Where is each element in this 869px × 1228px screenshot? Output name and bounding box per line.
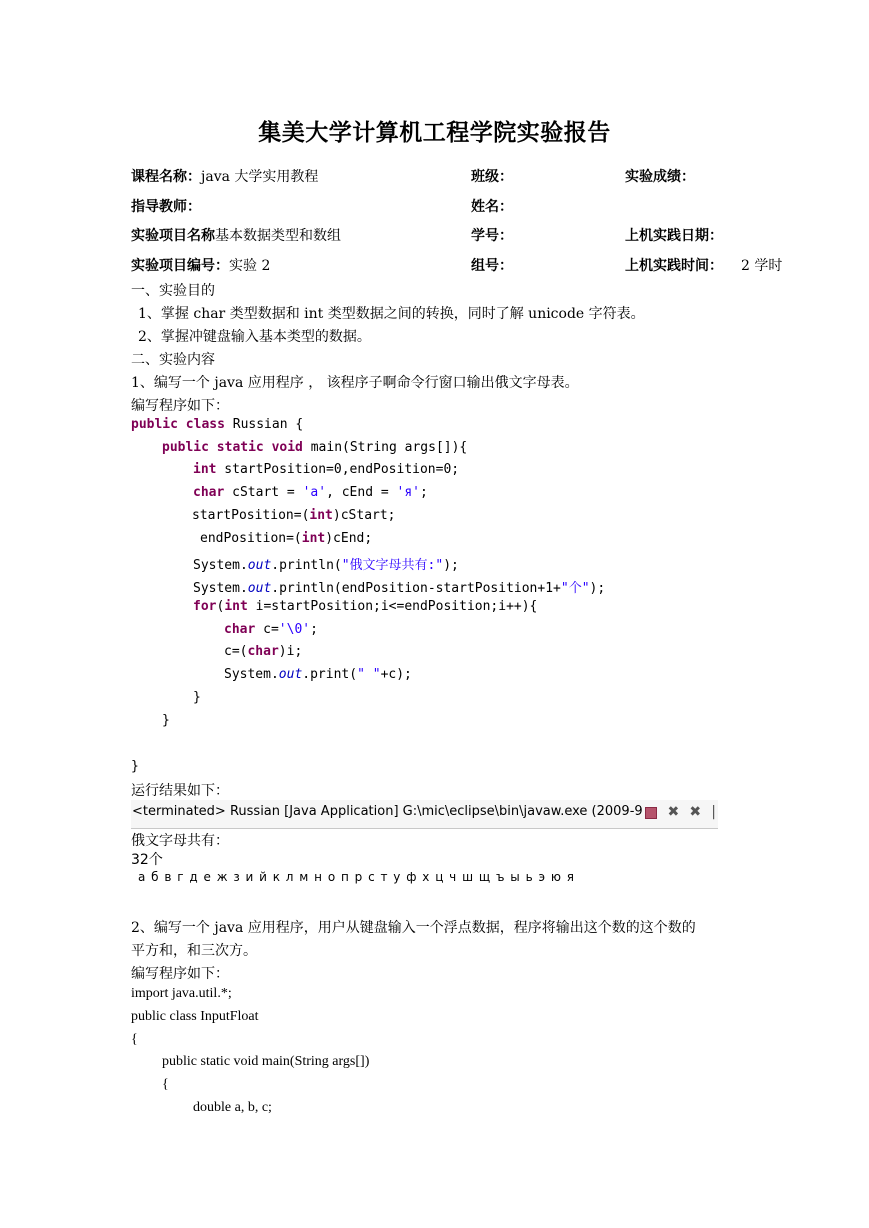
code-line-15: } — [131, 759, 139, 774]
code-text: Russian { — [224, 417, 304, 432]
time-field — [625, 255, 782, 275]
code-string: 'a' — [302, 485, 327, 500]
remove-all-icon[interactable]: ✖ — [689, 804, 702, 820]
code-line-12 — [224, 667, 412, 682]
task-2-description-2: 平方和，和三次方。 — [131, 943, 257, 959]
time-value: 2 学时 — [741, 258, 783, 274]
code2-line-6: double a, b, c; — [193, 1100, 272, 1115]
code-line-8 — [193, 577, 605, 596]
purpose-item-1: 1、掌握 char 类型数据和 int 类型数据之间的转换，同时了解 unicode 字符表。 — [138, 306, 645, 322]
code-text: c= — [255, 622, 279, 637]
course-label: 课程名称： — [131, 169, 201, 185]
code-line-5 — [192, 508, 396, 523]
project-no-field — [131, 255, 270, 275]
code-text: .print( — [302, 667, 358, 682]
grade-label: 实验成绩： — [625, 169, 695, 185]
code-keyword: int — [309, 508, 333, 523]
section-content-heading: 二、实验内容 — [131, 352, 215, 368]
code-string: 'я' — [396, 485, 421, 500]
name-label: 姓名： — [471, 199, 513, 215]
task-2-program-label: 编写程序如下： — [131, 966, 229, 982]
info-row-project — [131, 225, 811, 249]
code2-line-5: { — [162, 1077, 169, 1092]
code-text: ); — [443, 558, 459, 573]
course-value: java 大学实用教程 — [201, 169, 319, 185]
project-no-value: 实验 2 — [229, 258, 271, 274]
code-string: " " — [357, 667, 381, 682]
stop-icon[interactable] — [645, 807, 657, 819]
time-label: 上机实践时间： — [625, 258, 723, 274]
code-field: out — [247, 581, 272, 596]
code-text: )cStart; — [332, 508, 396, 523]
code-line-2 — [162, 440, 467, 455]
code-text: cStart = — [224, 485, 303, 500]
report-title: 集美大学计算机工程学院实验报告 — [258, 119, 611, 146]
course-field — [131, 166, 318, 186]
code-text: ; — [420, 485, 428, 500]
info-row-project-no — [131, 255, 811, 279]
date-label: 上机实践日期： — [625, 228, 723, 244]
console-output-alphabet: а б в г д е ж з и й к л м н о п р с т у ф х ц ч ш щ ъ ы ь э ю я — [138, 870, 575, 884]
separator-icon: | — [711, 804, 716, 820]
task-1-description: 1、编写一个 java 应用程序 ， 该程序子啊命令行窗口输出俄文字母表。 — [131, 375, 579, 391]
code-string: '\0' — [278, 622, 311, 637]
code2-line-3: { — [131, 1032, 138, 1047]
code-text: )cEnd; — [325, 531, 373, 546]
section-purpose-heading: 一、实验目的 — [131, 283, 215, 299]
code-text: )i; — [278, 644, 303, 659]
code-string: "个" — [560, 581, 590, 596]
code-line-10 — [224, 622, 318, 637]
code2-line-1: import java.util.*; — [131, 986, 232, 1001]
info-row-teacher — [131, 196, 811, 220]
task-2-description-1: 2、编写一个 java 应用程序，用户从键盘输入一个浮点数据，程序将输出这个数的这个数的 — [131, 920, 696, 936]
code-text: startPosition=0,endPosition=0; — [216, 462, 460, 477]
console-title: <terminated> Russian [Java Application] G:\mic\eclipse\bin\javaw.exe (2009-9 — [132, 804, 643, 819]
code-keyword: public class — [131, 417, 225, 432]
project-name-label: 实验项目名称 — [131, 228, 215, 244]
code-text: c=( — [224, 644, 248, 659]
project-name-field — [131, 225, 341, 245]
code-keyword: int — [193, 462, 217, 477]
code-line-6 — [200, 531, 372, 546]
code-string: "俄文字母共有:" — [341, 558, 444, 573]
project-no-label: 实验项目编号： — [131, 258, 229, 274]
code-field: out — [247, 558, 272, 573]
code-keyword: int — [301, 531, 326, 546]
code-text: System. — [224, 667, 279, 682]
code-text: .println( — [271, 558, 342, 573]
code-field: out — [278, 667, 303, 682]
task-1-program-label: 编写程序如下： — [131, 398, 229, 414]
class-label: 班级： — [471, 169, 513, 185]
teacher-label: 指导教师： — [131, 199, 201, 215]
code-keyword: for — [193, 599, 217, 614]
code-keyword: char — [224, 622, 256, 637]
info-row-course — [131, 166, 811, 190]
group-label: 组号： — [471, 258, 513, 274]
code-text: System. — [193, 558, 248, 573]
code-text: ); — [589, 581, 606, 596]
code-text: ( — [216, 599, 225, 614]
code-keyword: int — [224, 599, 248, 614]
code-line-1 — [131, 417, 303, 432]
code-line-13: } — [193, 690, 201, 705]
code-line-3 — [193, 462, 459, 477]
console-toolbar — [131, 800, 718, 829]
remove-launch-icon[interactable]: ✖ — [667, 804, 680, 820]
console-output-line-1: 俄文字母共有： — [131, 833, 229, 849]
student-no-label: 学号： — [471, 228, 513, 244]
code-line-14: } — [162, 713, 170, 728]
code-text: main(String args[]){ — [302, 440, 468, 455]
code2-line-4: public static void main(String args[]) — [162, 1054, 370, 1069]
code-text: ; — [310, 622, 318, 637]
code-keyword: char — [247, 644, 279, 659]
code-text: i=startPosition;i<=endPosition;i++){ — [247, 599, 538, 614]
console-output-line-2: 32个 — [131, 852, 163, 868]
code-line-9 — [193, 599, 537, 614]
code-text: startPosition=( — [192, 508, 310, 523]
code-line-11 — [224, 644, 302, 659]
code-line-4 — [193, 485, 428, 500]
code-text: System. — [193, 581, 248, 596]
code2-line-2: public class InputFloat — [131, 1009, 259, 1024]
project-name-value: 基本数据类型和数组 — [215, 228, 341, 244]
code-line-7 — [193, 554, 459, 573]
purpose-item-2: 2、掌握冲键盘输入基本类型的数据。 — [138, 329, 371, 345]
code-text: .println(endPosition-startPosition+1+ — [271, 581, 561, 596]
code-keyword: char — [193, 485, 225, 500]
code-keyword: public static void — [162, 440, 303, 455]
code-text: , cEnd = — [326, 485, 397, 500]
result-label: 运行结果如下： — [131, 783, 229, 799]
code-text: endPosition=( — [200, 531, 302, 546]
code-text: +c); — [380, 667, 412, 682]
console-icons — [639, 804, 716, 820]
